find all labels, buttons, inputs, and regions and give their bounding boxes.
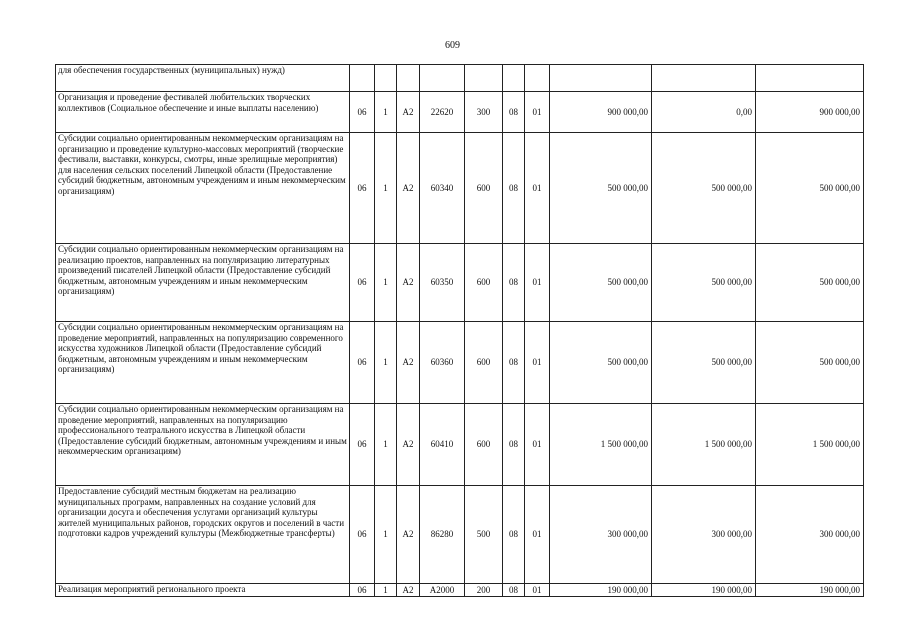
code-subsection: 01 xyxy=(525,486,550,584)
amount-year-3: 500 000,00 xyxy=(756,244,864,322)
code-section xyxy=(503,65,525,92)
code-program: 1 xyxy=(375,92,397,133)
row-description: Субсидии социально ориентированным некоммерческим организациям на проведение мероприятий, направленных на популяризацию профессионального театрального искусства в Липецкой области (Предоставление субсидий бюджетным, автономным учреждениям и иным некоммерческим организациям) xyxy=(56,404,350,486)
amount-year-2: 0,00 xyxy=(652,92,756,133)
amount-year-3: 300 000,00 xyxy=(756,486,864,584)
amount-year-2: 190 000,00 xyxy=(652,584,756,597)
code-direction: 22620 xyxy=(420,92,465,133)
table-row xyxy=(56,404,864,486)
amount-year-2: 500 000,00 xyxy=(652,244,756,322)
code-expense-type xyxy=(465,65,503,92)
amount-year-1: 1 500 000,00 xyxy=(550,404,652,486)
amount-year-1: 500 000,00 xyxy=(550,322,652,404)
code-program: 1 xyxy=(375,244,397,322)
code-program xyxy=(375,65,397,92)
code-section: 08 xyxy=(503,92,525,133)
code-subsection: 01 xyxy=(525,133,550,244)
code-ministry: 06 xyxy=(350,322,375,404)
row-description: Субсидии социально ориентированным некоммерческим организациям на организацию и проведение культурно-массовых мероприятий (творческие фестивали, выставки, конкурсы, смотры, иные зрелищные мероприятия) для населения сельских поселений Липецкой области (Предоставление субсидий бюджетным, автономным учреждениям и иным некоммерческим организациям) xyxy=(56,133,350,244)
row-description: для обеспечения государственных (муниципальных) нужд) xyxy=(56,65,350,92)
code-subsection: 01 xyxy=(525,92,550,133)
code-expense-type: 600 xyxy=(465,322,503,404)
code-project: A2 xyxy=(397,92,420,133)
code-subsection: 01 xyxy=(525,322,550,404)
code-direction xyxy=(420,65,465,92)
amount-year-1 xyxy=(550,65,652,92)
code-ministry xyxy=(350,65,375,92)
amount-year-1: 300 000,00 xyxy=(550,486,652,584)
table-row xyxy=(56,244,864,322)
row-description: Реализация мероприятий регионального проекта xyxy=(56,584,350,597)
code-ministry: 06 xyxy=(350,584,375,597)
code-subsection: 01 xyxy=(525,584,550,597)
amount-year-2: 300 000,00 xyxy=(652,486,756,584)
code-subsection: 01 xyxy=(525,244,550,322)
table-row xyxy=(56,486,864,584)
code-section: 08 xyxy=(503,486,525,584)
code-expense-type: 300 xyxy=(465,92,503,133)
code-expense-type: 200 xyxy=(465,584,503,597)
amount-year-3: 500 000,00 xyxy=(756,322,864,404)
code-ministry: 06 xyxy=(350,92,375,133)
amount-year-2: 500 000,00 xyxy=(652,133,756,244)
code-project: A2 xyxy=(397,322,420,404)
code-program: 1 xyxy=(375,404,397,486)
code-section: 08 xyxy=(503,584,525,597)
code-section: 08 xyxy=(503,404,525,486)
amount-year-2: 1 500 000,00 xyxy=(652,404,756,486)
code-section: 08 xyxy=(503,244,525,322)
code-project: A2 xyxy=(397,486,420,584)
code-program: 1 xyxy=(375,486,397,584)
amount-year-1: 190 000,00 xyxy=(550,584,652,597)
code-project: A2 xyxy=(397,244,420,322)
table-row xyxy=(56,322,864,404)
code-project: A2 xyxy=(397,133,420,244)
table-row xyxy=(56,92,864,133)
table-row xyxy=(56,65,864,92)
code-section: 08 xyxy=(503,133,525,244)
code-program: 1 xyxy=(375,584,397,597)
code-program: 1 xyxy=(375,322,397,404)
code-program: 1 xyxy=(375,133,397,244)
amount-year-1: 500 000,00 xyxy=(550,244,652,322)
code-direction: 60350 xyxy=(420,244,465,322)
code-project xyxy=(397,65,420,92)
amount-year-1: 500 000,00 xyxy=(550,133,652,244)
code-project: A2 xyxy=(397,584,420,597)
code-ministry: 06 xyxy=(350,133,375,244)
code-section: 08 xyxy=(503,322,525,404)
amount-year-3: 190 000,00 xyxy=(756,584,864,597)
amount-year-2: 500 000,00 xyxy=(652,322,756,404)
code-ministry: 06 xyxy=(350,404,375,486)
amount-year-3: 1 500 000,00 xyxy=(756,404,864,486)
code-expense-type: 500 xyxy=(465,486,503,584)
code-direction: 60340 xyxy=(420,133,465,244)
row-description: Субсидии социально ориентированным некоммерческим организациям на проведение мероприятий, направленных на популяризацию современного искусства художников Липецкой области (Предоставление субсидий бюджетным, автономным учреждениям и иным некоммерческим организациям) xyxy=(56,322,350,404)
code-direction: 86280 xyxy=(420,486,465,584)
code-ministry: 06 xyxy=(350,244,375,322)
amount-year-3: 900 000,00 xyxy=(756,92,864,133)
code-expense-type: 600 xyxy=(465,404,503,486)
code-subsection: 01 xyxy=(525,404,550,486)
row-description: Субсидии социально ориентированным некоммерческим организациям на реализацию проектов, направленных на популяризацию литературных произведений писателей Липецкой области (Предоставление субсидий бюджетным, автономным учреждениям и иным некоммерческим организациям) xyxy=(56,244,350,322)
code-project: A2 xyxy=(397,404,420,486)
row-description: Предоставление субсидий местным бюджетам на реализацию муниципальных программ, направленных на создание условий для организации досуга и обеспечения услугами организаций культуры жителей муниципальных районов, городских округов и поселений в части подготовки кадров учреждений культуры (Межбюджетные трансферты) xyxy=(56,486,350,584)
code-expense-type: 600 xyxy=(465,133,503,244)
code-direction: A2000 xyxy=(420,584,465,597)
amount-year-1: 900 000,00 xyxy=(550,92,652,133)
row-description: Организация и проведение фестивалей любительских творческих коллективов (Социальное обеспечение и иные выплаты населению) xyxy=(56,92,350,133)
table-row xyxy=(56,584,864,597)
code-direction: 60360 xyxy=(420,322,465,404)
amount-year-3: 500 000,00 xyxy=(756,133,864,244)
code-expense-type: 600 xyxy=(465,244,503,322)
page-number: 609 xyxy=(445,40,460,51)
code-subsection xyxy=(525,65,550,92)
table-row xyxy=(56,133,864,244)
amount-year-2 xyxy=(652,65,756,92)
code-direction: 60410 xyxy=(420,404,465,486)
code-ministry: 06 xyxy=(350,486,375,584)
amount-year-3 xyxy=(756,65,864,92)
budget-table xyxy=(55,64,864,597)
